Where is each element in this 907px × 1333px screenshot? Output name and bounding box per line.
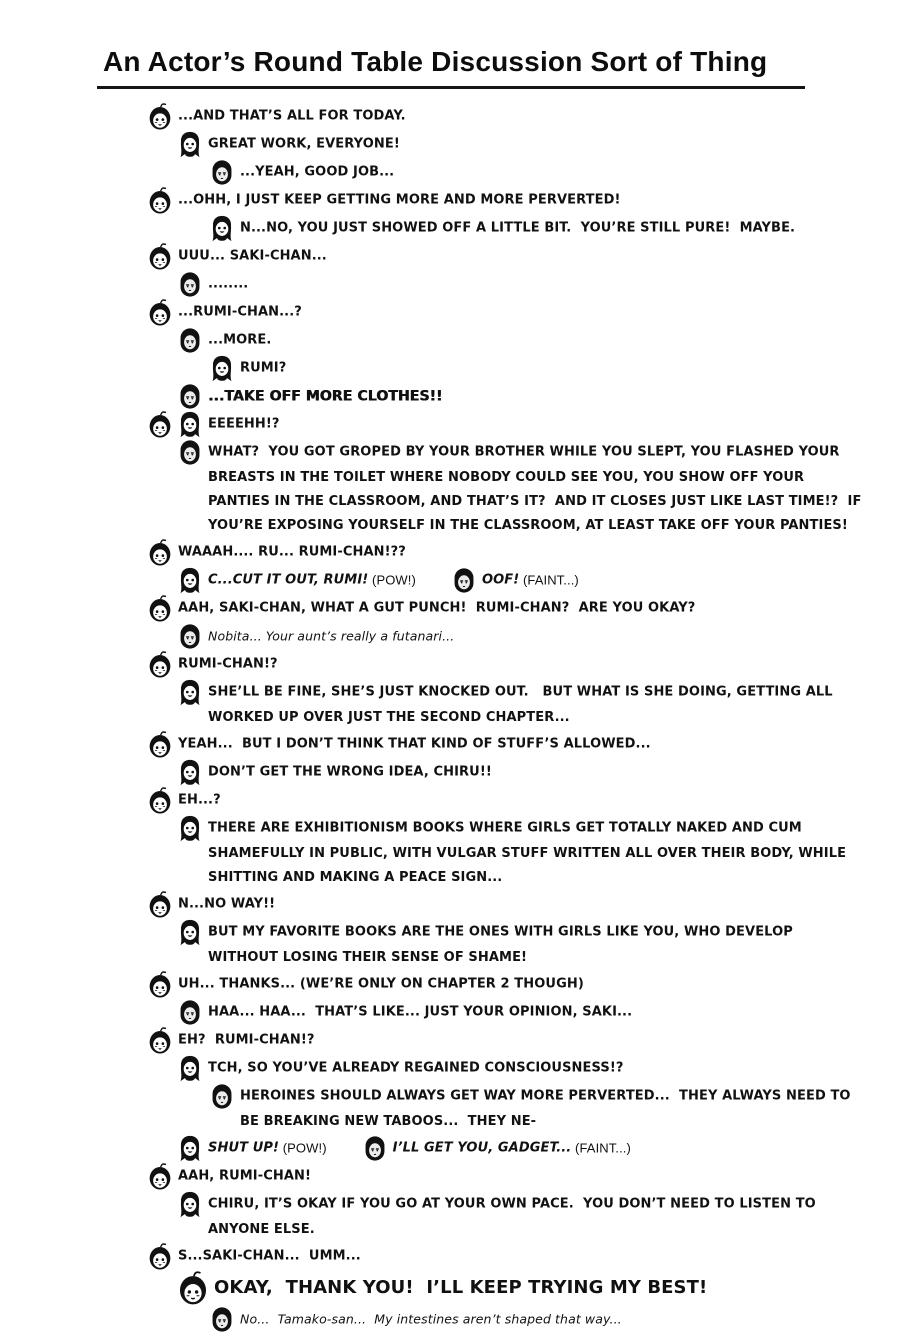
- dialogue-text: OOF!: [481, 572, 520, 588]
- dialogue-text: EEEEHH!?: [208, 416, 280, 432]
- dialogue-line: [210, 215, 863, 242]
- dialogue-text: GREAT WORK, EVERYONE!: [208, 136, 400, 152]
- title-underline: [97, 86, 805, 89]
- dialogue-text: (POW!): [279, 1140, 327, 1156]
- dialogue-text: No... Tamako-san... My intestines aren’t shaped that way...: [240, 1311, 622, 1327]
- chiru-icon: [148, 187, 172, 214]
- dialogue-line: [148, 299, 863, 326]
- rumi-icon: [178, 327, 202, 354]
- dialogue-text: OKAY, THANK YOU! I’LL KEEP TRYING MY BEST!: [214, 1277, 708, 1298]
- dialogue-line: [210, 355, 863, 382]
- saki-icon: [178, 1191, 202, 1218]
- dialogue-line: [178, 679, 863, 730]
- rumi-dizzy-icon: [210, 1306, 234, 1333]
- dialogue-line: [178, 383, 863, 410]
- dialogue-line: [148, 539, 863, 566]
- dialogue-text: C...CUT IT OUT, RUMI!: [208, 572, 369, 588]
- chiru-icon: [148, 731, 172, 758]
- dialogue-line: [178, 131, 863, 158]
- dialogue-text: ...YEAH, GOOD JOB...: [240, 164, 395, 180]
- dialogue: [148, 103, 907, 1333]
- saki-icon: [178, 131, 202, 158]
- dialogue-line: [178, 327, 863, 354]
- chiru-shock-icon: [148, 411, 172, 438]
- dialogue-text: ...AND THAT’S ALL FOR TODAY.: [178, 108, 406, 124]
- dialogue-line: [178, 271, 863, 298]
- dialogue-text: ...TAKE OFF MORE CLOTHES!!: [208, 388, 443, 405]
- dialogue-line: [178, 999, 863, 1026]
- chiru-icon: [148, 1163, 172, 1190]
- dialogue-line: [148, 1243, 863, 1270]
- rumi-icon: [178, 271, 202, 298]
- dialogue-text: WAAAH.... RU... RUMI-CHAN!??: [178, 544, 406, 560]
- dialogue-text: HAA... HAA... THAT’S LIKE... JUST YOUR OPINION, SAKI...: [208, 1004, 633, 1020]
- dialogue-line: [178, 815, 863, 890]
- page-title: An Actor’s Round Table Discussion Sort of Thing: [103, 46, 768, 77]
- saki-icon: [178, 679, 202, 706]
- dialogue-line: [148, 1027, 863, 1054]
- dialogue-text: EH...?: [178, 792, 221, 808]
- dialogue-line: [210, 159, 863, 186]
- dialogue-line: [178, 1191, 863, 1242]
- dialogue-line: [178, 623, 863, 650]
- chiru-icon: [148, 1027, 172, 1054]
- dialogue-text: THERE ARE EXHIBITIONISM BOOKS WHERE GIRLS GET TOTALLY NAKED AND CUM SHAMEFULLY IN PUBLIC, WITH VULGAR STUFF WRITTEN ALL OVER THEIR BODY, WHILE SHITTING AND MAKING A PEACE SIGN...: [208, 820, 851, 885]
- dialogue-text: I’LL GET YOU, GADGET...: [392, 1140, 572, 1156]
- dialogue-line: [178, 1135, 863, 1162]
- dialogue-text: Nobita... Your aunt’s really a futanari...: [208, 628, 455, 644]
- dialogue-text: ...MORE.: [208, 332, 272, 348]
- dialogue-text: (FAINT...): [519, 572, 579, 588]
- rumi-dizzy-icon: [452, 567, 476, 594]
- chiru-icon: [148, 651, 172, 678]
- rumi-dizzy-icon: [363, 1135, 387, 1162]
- dialogue-line: [178, 439, 867, 538]
- dialogue-text: CHIRU, IT’S OKAY IF YOU GO AT YOUR OWN PACE. YOU DON’T NEED TO LISTEN TO ANYONE ELSE.: [208, 1196, 821, 1237]
- chiru-icon: [148, 1243, 172, 1270]
- dialogue-text: HEROINES SHOULD ALWAYS GET WAY MORE PERVERTED... THEY ALWAYS NEED TO BE BREAKING NEW TABOOS... THEY NE-: [240, 1088, 856, 1129]
- dialogue-line: [148, 891, 863, 918]
- chiru-shock-icon: [148, 891, 172, 918]
- dialogue-line: [148, 103, 863, 130]
- dialogue-line: [178, 759, 863, 786]
- dialogue-text: EH? RUMI-CHAN!?: [178, 1032, 315, 1048]
- dialogue-line: [148, 787, 863, 814]
- dialogue-text: YEAH... BUT I DON’T THINK THAT KIND OF STUFF’S ALLOWED...: [178, 736, 651, 752]
- dialogue-text: AAH, RUMI-CHAN!: [178, 1168, 311, 1184]
- dialogue-text: UH... THANKS... (WE’RE ONLY ON CHAPTER 2 THOUGH): [178, 976, 584, 992]
- dialogue-text: SHUT UP!: [208, 1140, 280, 1156]
- saki-icon: [178, 1055, 202, 1082]
- dialogue-text: N...NO, YOU JUST SHOWED OFF A LITTLE BIT. YOU’RE STILL PURE! MAYBE.: [240, 220, 796, 236]
- saki-icon: [178, 919, 202, 946]
- rumi-icon: [178, 999, 202, 1026]
- dialogue-line: [210, 1306, 863, 1333]
- dialogue-line: [210, 1083, 863, 1134]
- rumi-icon: [178, 439, 202, 466]
- chiru-icon: [148, 103, 172, 130]
- dialogue-text: (FAINT...): [571, 1140, 631, 1156]
- dialogue-text: RUMI?: [240, 360, 287, 376]
- dialogue-text: RUMI-CHAN!?: [178, 656, 278, 672]
- dialogue-text: ...OHH, I JUST KEEP GETTING MORE AND MORE PERVERTED!: [178, 192, 621, 208]
- saki-shock-icon: [178, 759, 202, 786]
- rumi-icon: [210, 159, 234, 186]
- chiru-icon: [148, 299, 172, 326]
- dialogue-line: [178, 567, 863, 594]
- chiru-icon: [148, 971, 172, 998]
- dialogue-line: [148, 651, 863, 678]
- dialogue-line: [148, 243, 863, 270]
- rumi-icon: [210, 1083, 234, 1110]
- chiru-icon: [148, 243, 172, 270]
- dialogue-text: ........: [208, 276, 249, 292]
- dialogue-text: ...RUMI-CHAN...?: [178, 304, 302, 320]
- saki-shock-icon: [210, 215, 234, 242]
- rumi-dizzy-icon: [178, 623, 202, 650]
- chiru-shock-icon: [148, 539, 172, 566]
- saki-icon: [178, 815, 202, 842]
- dialogue-text: WHAT? YOU GOT GROPED BY YOUR BROTHER WHILE YOU SLEPT, YOU FLASHED YOUR BREASTS IN THE TOILET WHERE NOBODY COULD SEE YOU, YOU SHOW OFF YOUR PANTIES IN THE CLASSROOM, AND THAT’S IT? AND IT CLOSES JUST LIKE LAST TIME!? IF YOU’RE EXPOSING YOURSELF IN THE CLASSROOM, AT LEAST TAKE OFF YOUR PANTIES!: [208, 444, 867, 533]
- dialogue-text: S...SAKI-CHAN... UMM...: [178, 1248, 361, 1264]
- dialogue-text: DON’T GET THE WRONG IDEA, CHIRU!!: [208, 764, 492, 780]
- saki-shock-icon: [178, 1135, 202, 1162]
- dialogue-text: AAH, SAKI-CHAN, WHAT A GUT PUNCH! RUMI-CHAN? ARE YOU OKAY?: [178, 600, 696, 616]
- dialogue-line: [148, 1163, 863, 1190]
- chiru-icon: [148, 787, 172, 814]
- dialogue-text: N...NO WAY!!: [178, 896, 276, 912]
- dialogue-text: SHE’LL BE FINE, SHE’S JUST KNOCKED OUT. BUT WHAT IS SHE DOING, GETTING ALL WORKED UP OVER JUST THE SECOND CHAPTER...: [208, 684, 838, 725]
- dialogue-text: UUU... SAKI-CHAN...: [178, 248, 327, 264]
- dialogue-line: [148, 971, 863, 998]
- dialogue-text: TCH, SO YOU’VE ALREADY REGAINED CONSCIOUSNESS!?: [208, 1060, 624, 1076]
- chiru-icon: [148, 595, 172, 622]
- saki-shock-icon: [178, 411, 202, 438]
- chiru-happy-icon: [178, 1271, 208, 1305]
- dialogue-line: [148, 595, 863, 622]
- dialogue-text: BUT MY FAVORITE BOOKS ARE THE ONES WITH GIRLS LIKE YOU, WHO DEVELOP WITHOUT LOSING THEIR SENSE OF SHAME!: [208, 924, 798, 965]
- saki-icon: [210, 355, 234, 382]
- dialogue-line: [148, 731, 863, 758]
- dialogue-line: [178, 919, 863, 970]
- rumi-grin-icon: [178, 383, 202, 410]
- dialogue-line: [178, 1271, 863, 1305]
- dialogue-text: (POW!): [368, 572, 416, 588]
- dialogue-line: [148, 187, 863, 214]
- saki-shock-icon: [178, 567, 202, 594]
- dialogue-line: [148, 411, 863, 438]
- dialogue-line: [178, 1055, 863, 1082]
